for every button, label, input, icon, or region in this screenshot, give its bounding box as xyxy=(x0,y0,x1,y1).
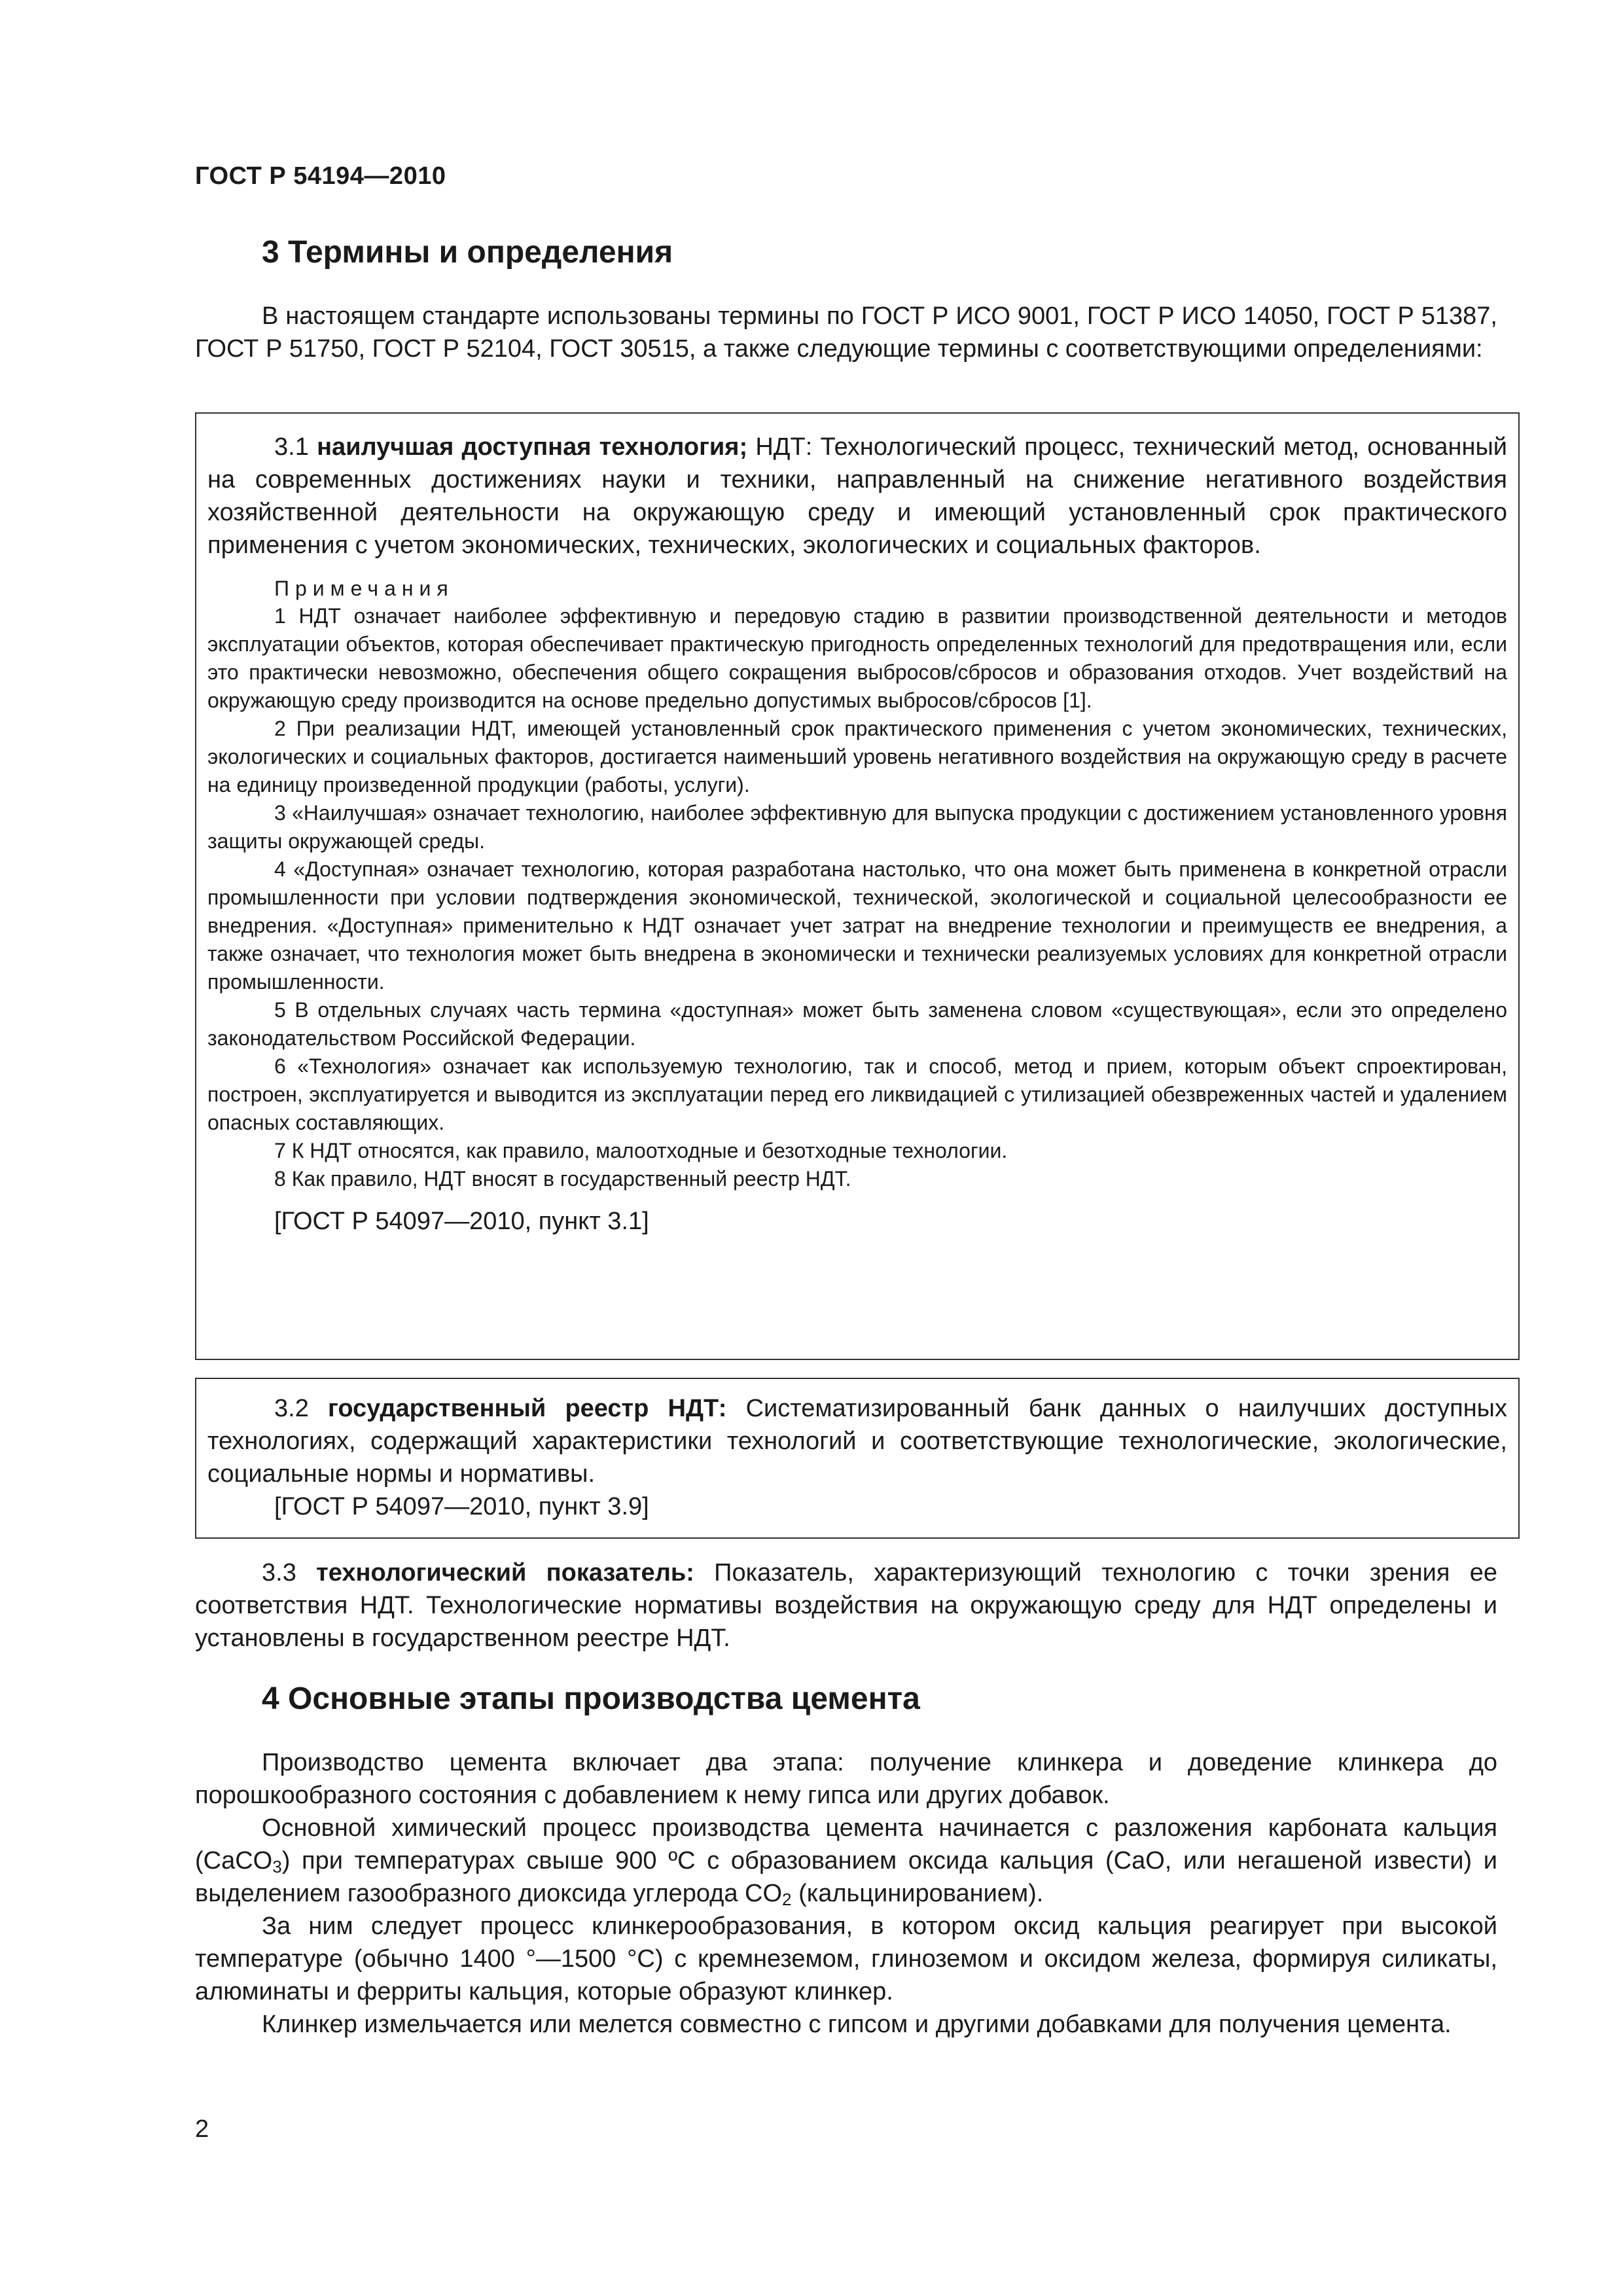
term-number: 3.1 xyxy=(274,433,309,461)
note-8: 8 Как правило, НДТ вносят в государственный реестр НДТ. xyxy=(274,1167,851,1191)
subscript: 3 xyxy=(272,1857,282,1876)
subscript: 2 xyxy=(782,1890,792,1909)
section-3-heading: 3 Термины и определения xyxy=(262,235,673,270)
term-3-1-box xyxy=(195,412,1520,1360)
note-1: 1 НДТ означает наиболее эффективную и передовую стадию в развитии производственной деятельности и методов эксплуатации объектов, которая обеспечивает практическую пригодность определенных технологий для предотвращения или, если это практически невозможно, обеспечения общего сокращения выбросов/сбросов и образования отходов. Учет воздействий на окружающую среду производится на основе предельно допустимых выбросов/сбросов [1]. xyxy=(207,604,1507,712)
note-5: 5 В отдельных случаях часть термина «доступная» может быть заменена словом «существующая», если это определено законодательством Российской Федерации. xyxy=(207,998,1507,1050)
term-number: 3.3 xyxy=(262,1559,296,1587)
page-number: 2 xyxy=(195,2115,209,2143)
term-number: 3.2 xyxy=(274,1395,309,1422)
document-code: ГОСТ Р 54194—2010 xyxy=(195,162,446,190)
term-definition: Показатель, характеризующий технологию с точки зрения ее соответствия НДТ. Технологические нормативы воздействия на окружающую среду для НДТ определены и установлены в государственном реестре НДТ. xyxy=(195,1559,1497,1652)
note-6: 6 «Технология» означает как используемую технологию, так и способ, метод и прием, которым объект спроектирован, построен, эксплуатируется и выводится из эксплуатации перед его ликвидацией с утилизацией обезвреженных частей и удалением опасных составляющих. xyxy=(207,1054,1507,1134)
section-4-body xyxy=(195,1746,1497,2041)
note-3: 3 «Наилучшая» означает технологию, наиболее эффективную для выпуска продукции с достижением установленного уровня защиты окружающей среды. xyxy=(207,801,1507,853)
text-run: Основной химический процесс производства цемента начинается с разложения карбоната кальция (CaCO xyxy=(195,1814,1497,1874)
term-name: технологический показатель: xyxy=(316,1559,694,1587)
term-3-1-definition xyxy=(207,431,1507,562)
section-4-paragraph-3: За ним следует процесс клинкерообразования, в котором оксид кальция реагирует при высокой температуре (обычно 1400 °—1500 °С) с кремнеземом, глиноземом и оксидом железа, формируя силикаты, алюминаты и ферриты кальция, которые образуют клинкер. xyxy=(195,1912,1497,2005)
term-name: государственный реестр НДТ: xyxy=(328,1395,727,1422)
note-2: 2 При реализации НДТ, имеющей установленный срок практического применения с учетом экономических, технических, экологических и социальных факторов, достигается наименьший уровень негативного воздействия на окружающую среду в расчете на единицу произведенной продукции (работы, услуги). xyxy=(207,717,1507,797)
term-definition: Систематизированный банк данных о наилучших доступных технологиях, содержащий характеристики технологий и соответствующие технологические, экологические, социальные нормы и нормативы. xyxy=(207,1395,1507,1488)
term-3-2-box xyxy=(195,1378,1520,1539)
term-3-1-source: [ГОСТ Р 54097—2010, пункт 3.1] xyxy=(274,1208,649,1235)
term-name: наилучшая доступная технология; xyxy=(317,433,748,461)
term-3-3-definition xyxy=(195,1556,1497,1655)
section-4-paragraph-4: Клинкер измельчается или мелется совместно с гипсом и другими добавками для получения цемента. xyxy=(262,2011,1452,2038)
term-definition: НДТ: Технологический процесс, технический метод, основанный на современных достижениях науки и техники, направленный на снижение негативного воздействия хозяйственной деятельности на окружающую среду и имеющий установленный срок практического применения с учетом экономических, технических, экологических и социальных факторов. xyxy=(207,433,1507,559)
note-4: 4 «Доступная» означает технологию, которая разработана настолько, что она может быть применена в конкретной отрасли промышленности при условии подтверждения экономической, технической, экологической и социальной целесообразности ее внедрения. «Доступная» применительно к НДТ означает учет затрат на внедрение технологии и преимуществ ее внедрения, а также означает, что технология может быть внедрена в экономически и технически реализуемых условиях для конкретной отрасли промышленности. xyxy=(207,857,1507,994)
term-3-3 xyxy=(195,1556,1497,1655)
intro-paragraph: В настоящем стандарте использованы термины по ГОСТ Р ИСО 9001, ГОСТ Р ИСО 14050, ГОСТ Р 51387, ГОСТ Р 51750, ГОСТ Р 52104, ГОСТ 30515, а также следующие термины с соответствующими определениями: xyxy=(195,302,1497,363)
term-3-2-definition xyxy=(207,1392,1507,1490)
text-run: (кальцинированием). xyxy=(791,1880,1044,1907)
section-4-paragraph-2 xyxy=(195,1812,1497,1910)
section-4-paragraph-1: Производство цемента включает два этапа: получение клинкера и доведение клинкера до порошкообразного состояния с добавлением к нему гипса или других добавок. xyxy=(195,1749,1497,1809)
term-3-2-source: [ГОСТ Р 54097—2010, пункт 3.9] xyxy=(274,1493,649,1520)
section-3-intro xyxy=(195,300,1497,365)
section-4-heading: 4 Основные этапы производства цемента xyxy=(262,1681,920,1716)
notes-title: Примечания xyxy=(274,577,454,600)
note-7: 7 К НДТ относятся, как правило, малоотходные и безотходные технологии. xyxy=(274,1139,1008,1162)
text-run: ) при температурах свыше 900 ºС с образованием оксида кальция (CaO, или негашеной извести) и выделением газообразного диоксида углерода CO xyxy=(195,1847,1497,1907)
